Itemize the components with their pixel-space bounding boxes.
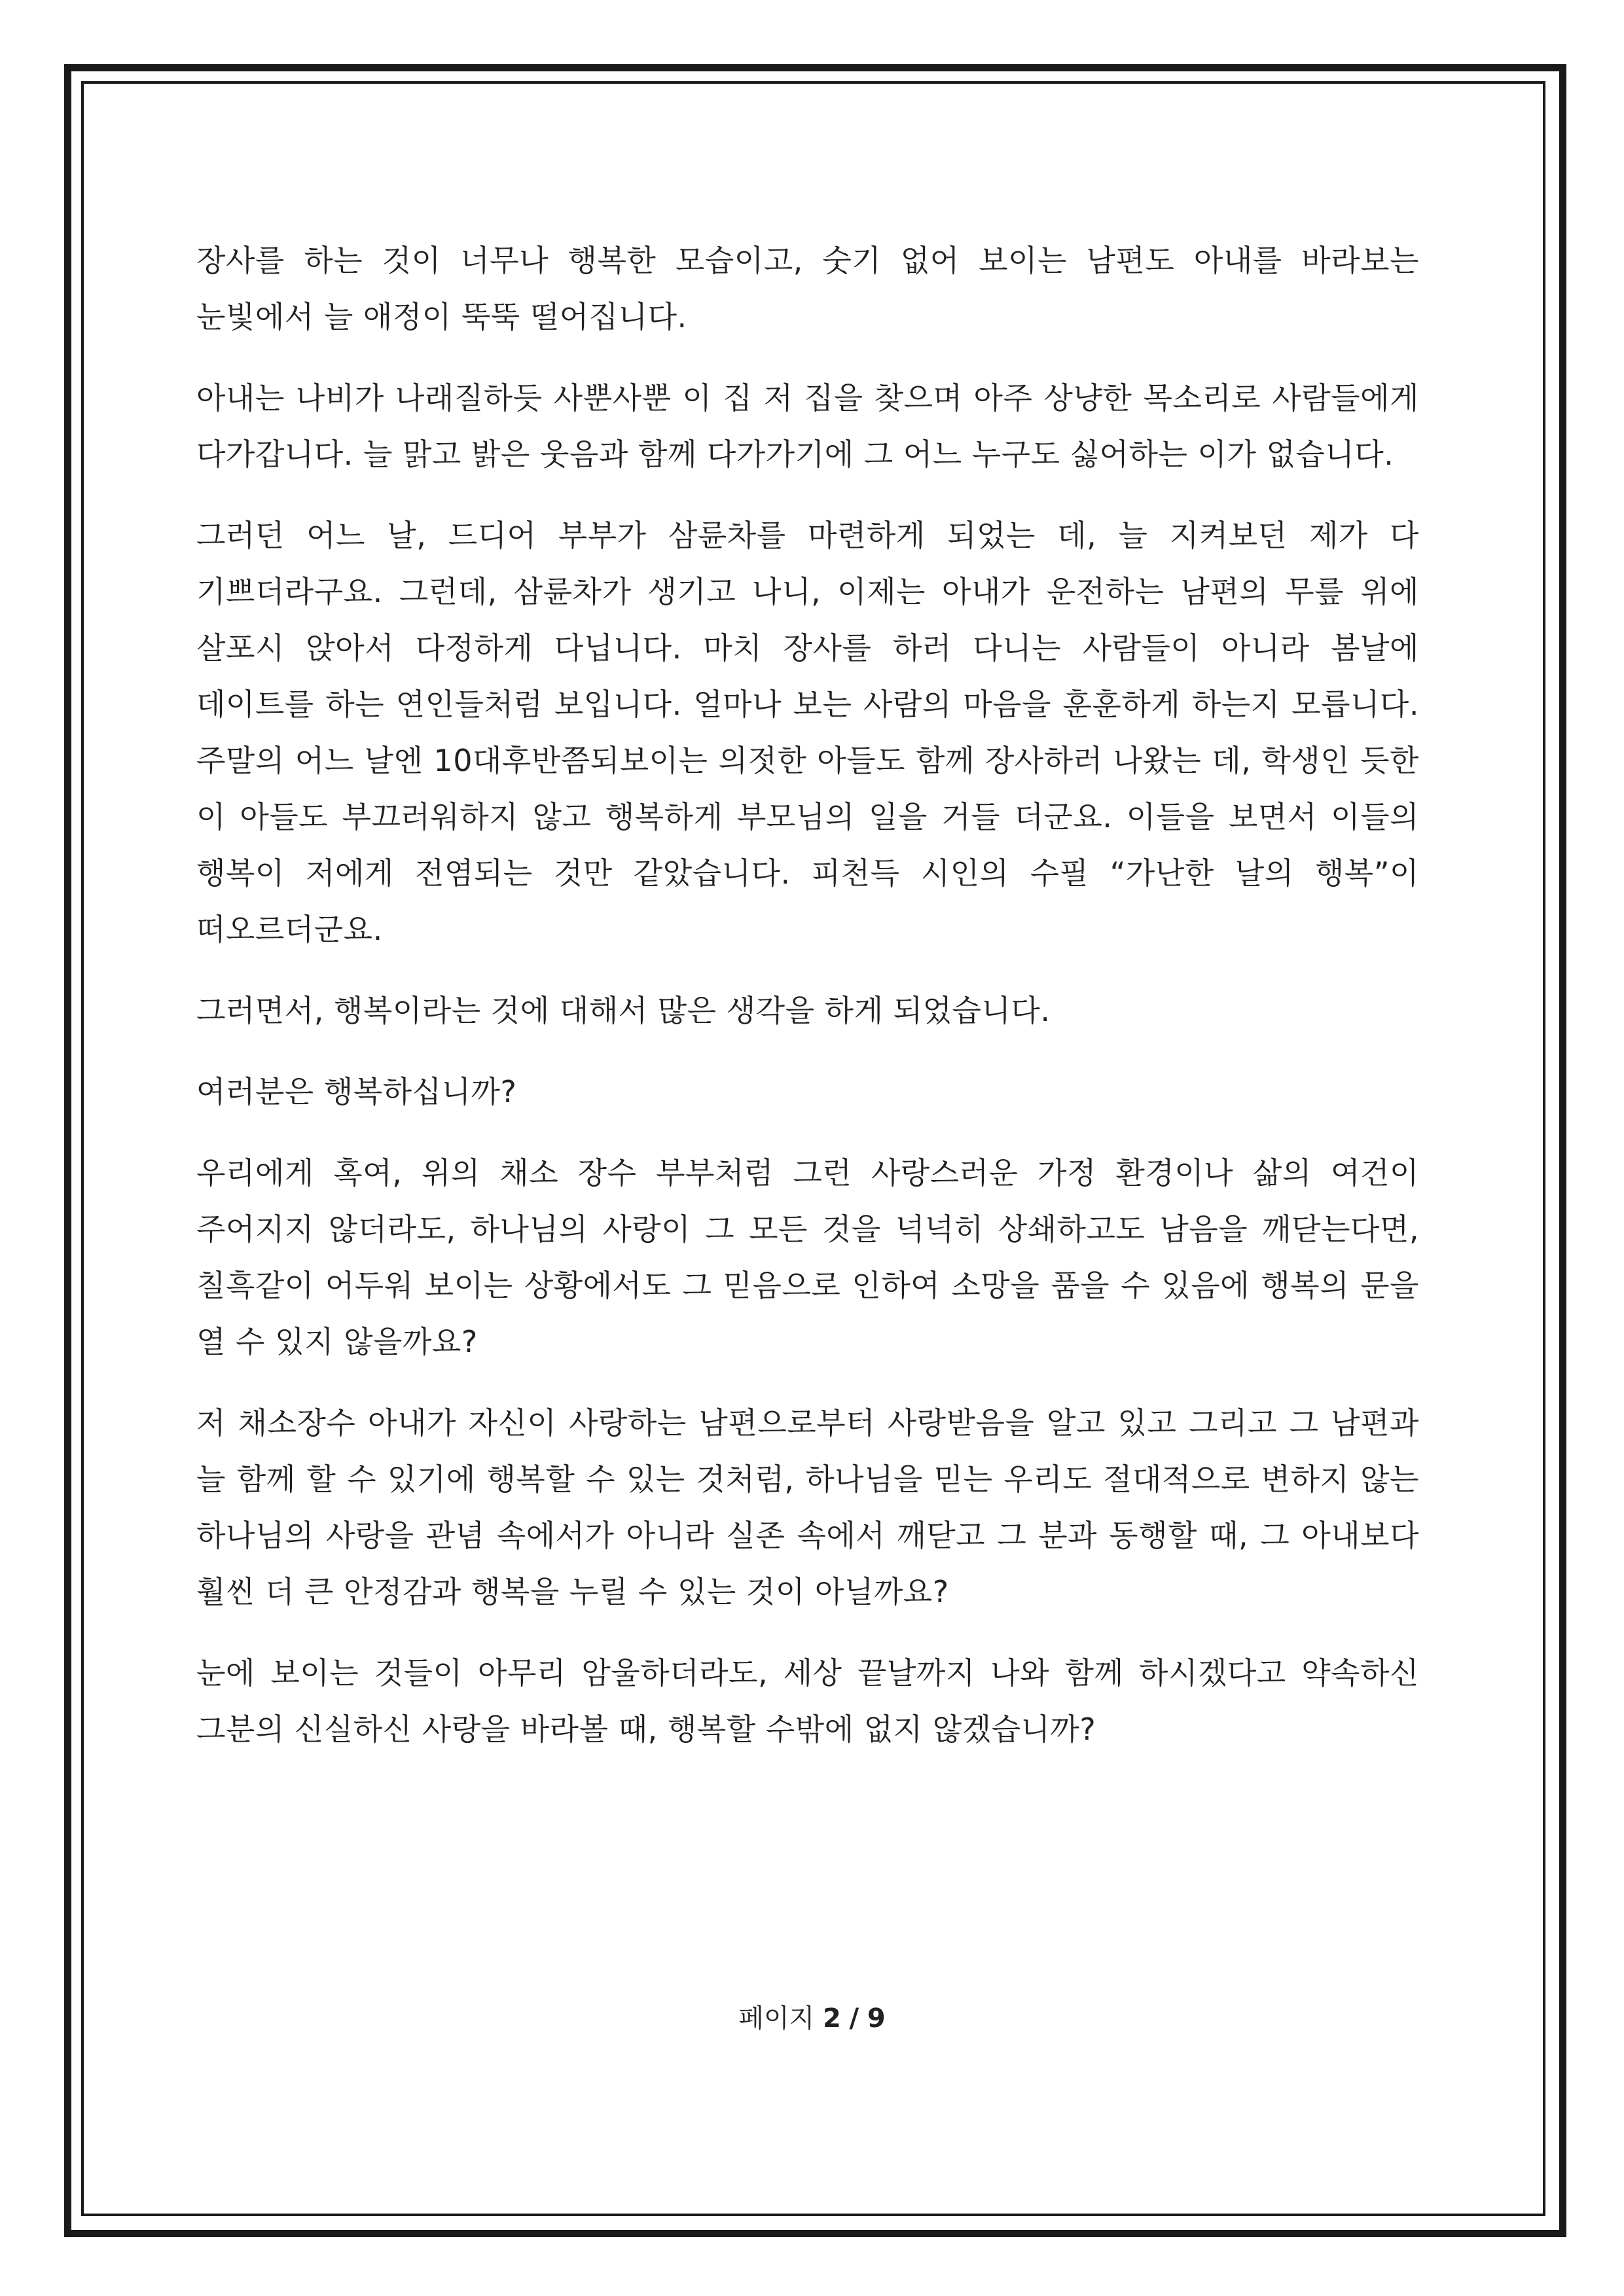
paragraph: 우리에게 혹여, 위의 채소 장수 부부처럼 그런 사랑스러운 가정 환경이나 삶의 여건이 주어지지 않더라도, 하나님의 사랑이 그 모든 것을 넉넉히 상쇄하고도 남음을 깨닫는다면, 칠흑같이 어두워 보이는 상황에서도 그 믿음으로 인하여 소망을 품을 수 있음에 행복의 문을 열 수 있지 않을까요? xyxy=(196,1155,1419,1359)
page-label: 페이지 xyxy=(738,2003,815,2034)
paragraph: 저 채소장수 아내가 자신이 사랑하는 남편으로부터 사랑받음을 알고 있고 그리고 그 남편과 늘 함께 할 수 있기에 행복할 수 있는 것처럼, 하나님을 믿는 우리도 절대적으로 변하지 않는 하나님의 사랑을 관념 속에서가 아니라 실존 속에서 깨닫고 그 분과 동행할 때, 그 아내보다 훨씬 더 큰 안정감과 행복을 누릴 수 있는 것이 아닐까요? xyxy=(196,1405,1419,1609)
document-body xyxy=(196,232,1419,1782)
paragraph: 아내는 나비가 나래질하듯 사뿐사뿐 이 집 저 집을 찾으며 아주 상냥한 목소리로 사람들에게 다가갑니다. 늘 맑고 밝은 웃음과 함께 다가가기에 그 어느 누구도 싫어하는 이가 없습니다. xyxy=(196,380,1419,472)
total-page-count: 9 xyxy=(867,2003,886,2034)
page-separator: / xyxy=(849,2003,859,2034)
page-number-footer xyxy=(0,2000,1624,2037)
paragraph: 그러던 어느 날, 드디어 부부가 삼륜차를 마련하게 되었는 데, 늘 지켜보던 제가 다 기쁘더라구요. 그런데, 삼륜차가 생기고 나니, 이제는 아내가 운전하는 남편의 무릎 위에 살포시 앉아서 다정하게 다닙니다. 마치 장사를 하러 다니는 사람들이 아니라 봄날에 데이트를 하는 연인들처럼 보입니다. 얼마나 보는 사람의 마음을 훈훈하게 하는지 모릅니다. 주말의 어느 날엔 10대후반쯤되보이는 의젓한 아들도 함께 장사하러 나왔는 데, 학생인 듯한 이 아들도 부끄러워하지 않고 행복하게 부모님의 일을 거들 더군요. 이들을 보면서 이들의 행복이 저에게 전염되는 것만 같았습니다. 피천득 시인의 수필 “가난한 날의 행복”이 떠오르더군요. xyxy=(196,518,1419,947)
current-page-number: 2 xyxy=(822,2003,841,2034)
paragraph: 장사를 하는 것이 너무나 행복한 모습이고, 숫기 없어 보이는 남편도 아내를 바라보는 눈빛에서 늘 애정이 뚝뚝 떨어집니다. xyxy=(196,243,1419,334)
paragraph: 그러면서, 행복이라는 것에 대해서 많은 생각을 하게 되었습니다. xyxy=(196,993,1051,1028)
paragraph: 여러분은 행복하십니까? xyxy=(196,1074,517,1109)
paragraph: 눈에 보이는 것들이 아무리 암울하더라도, 세상 끝날까지 나와 함께 하시겠다고 약속하신 그분의 신실하신 사랑을 바라볼 때, 행복할 수밖에 없지 않겠습니까? xyxy=(196,1655,1419,1747)
